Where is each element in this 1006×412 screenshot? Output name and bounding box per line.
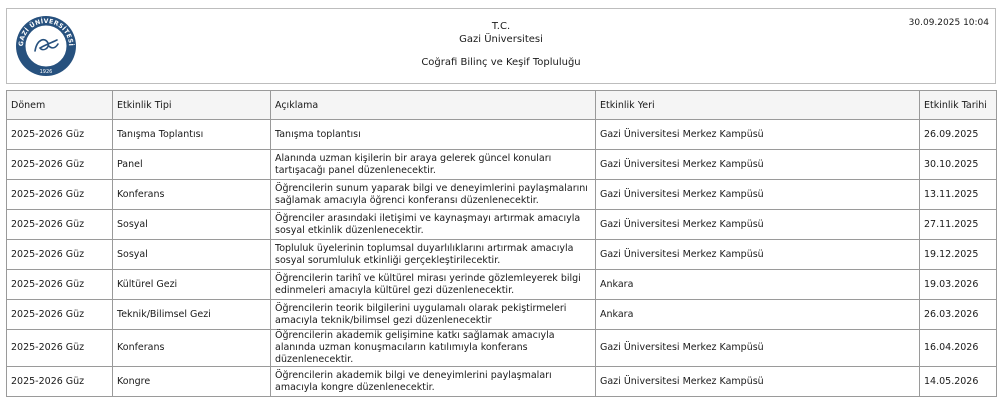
- cell-tarih: 27.11.2025: [920, 210, 997, 240]
- cell-yer: Gazi Üniversitesi Merkez Kampüsü: [596, 120, 920, 150]
- table-row: [7, 300, 997, 330]
- cell-yer: Ankara: [596, 300, 920, 330]
- cell-tarih: 19.12.2025: [920, 240, 997, 270]
- column-header-aciklama: Açıklama: [271, 91, 596, 120]
- cell-aciklama: Öğrencilerin teorik bilgilerini uygulamalı olarak pekiştirmeleri amacıyla teknik/bilimsel gezi düzenlenecektir: [271, 300, 596, 330]
- cell-tarih: 16.04.2026: [920, 330, 997, 367]
- cell-yer: Gazi Üniversitesi Merkez Kampüsü: [596, 210, 920, 240]
- cell-yer: Gazi Üniversitesi Merkez Kampüsü: [596, 150, 920, 180]
- cell-donem: 2025-2026 Güz: [7, 210, 113, 240]
- svg-text:GAZİ ÜNİVERSİTESİ: GAZİ ÜNİVERSİTESİ: [17, 17, 75, 47]
- cell-aciklama: Tanışma toplantısı: [271, 120, 596, 150]
- cell-tip: Tanışma Toplantısı: [113, 120, 271, 150]
- cell-yer: Ankara: [596, 270, 920, 300]
- cell-donem: 2025-2026 Güz: [7, 367, 113, 397]
- table-row: [7, 210, 997, 240]
- column-header-etkinlik-yeri: Etkinlik Yeri: [596, 91, 920, 120]
- cell-aciklama: Öğrencilerin akademik gelişimine katkı sağlamak amacıyla alanında uzman konuşmacıların katılımıyla konferans düzenlenecektir.: [271, 330, 596, 367]
- cell-tarih: 26.09.2025: [920, 120, 997, 150]
- cell-donem: 2025-2026 Güz: [7, 330, 113, 367]
- cell-donem: 2025-2026 Güz: [7, 180, 113, 210]
- cell-tip: Konferans: [113, 330, 271, 367]
- cell-tip: Panel: [113, 150, 271, 180]
- header-line-club: Coğrafi Bilinç ve Keşif Topluluğu: [421, 57, 581, 68]
- cell-donem: 2025-2026 Güz: [7, 150, 113, 180]
- table-row: [7, 240, 997, 270]
- cell-donem: 2025-2026 Güz: [7, 240, 113, 270]
- cell-tip: Sosyal: [113, 240, 271, 270]
- column-header-donem: Dönem: [7, 91, 113, 120]
- cell-tarih: 13.11.2025: [920, 180, 997, 210]
- report-timestamp: 30.09.2025 10:04: [908, 18, 989, 28]
- header-line-tc: T.C.: [491, 21, 511, 32]
- cell-aciklama: Öğrencilerin tarihî ve kültürel mirası yerinde gözlemleyerek bilgi edinmeleri amacıyla kültürel gezi düzenlenecektir.: [271, 270, 596, 300]
- cell-donem: 2025-2026 Güz: [7, 300, 113, 330]
- cell-aciklama: Alanında uzman kişilerin bir araya gelerek güncel konuları tartışacağı panel düzenlenecektir.: [271, 150, 596, 180]
- table-row: [7, 330, 997, 367]
- events-table: [6, 90, 997, 397]
- column-header-etkinlik-tipi: Etkinlik Tipi: [113, 91, 271, 120]
- header-titles: [7, 20, 995, 69]
- header-line-university: Gazi Üniversitesi: [459, 34, 543, 45]
- table-row: [7, 150, 997, 180]
- cell-yer: Gazi Üniversitesi Merkez Kampüsü: [596, 330, 920, 367]
- cell-aciklama: Öğrencilerin sunum yaparak bilgi ve deneyimlerini paylaşmalarını sağlamak amacıyla öğrenci konferansı düzenlenecektir.: [271, 180, 596, 210]
- cell-tip: Kongre: [113, 367, 271, 397]
- cell-aciklama: Öğrenciler arasındaki iletişimi ve kaynaşmayı artırmak amacıyla sosyal etkinlik düzenlenecektir.: [271, 210, 596, 240]
- table-row: [7, 367, 997, 397]
- cell-yer: Gazi Üniversitesi Merkez Kampüsü: [596, 180, 920, 210]
- cell-tip: Teknik/Bilimsel Gezi: [113, 300, 271, 330]
- cell-tip: Kültürel Gezi: [113, 270, 271, 300]
- cell-tarih: 30.10.2025: [920, 150, 997, 180]
- table-row: [7, 270, 997, 300]
- svg-text:1926: 1926: [39, 69, 53, 75]
- column-header-etkinlik-tarihi: Etkinlik Tarihi: [920, 91, 997, 120]
- cell-donem: 2025-2026 Güz: [7, 270, 113, 300]
- cell-tip: Sosyal: [113, 210, 271, 240]
- cell-yer: Gazi Üniversitesi Merkez Kampüsü: [596, 240, 920, 270]
- table-row: [7, 120, 997, 150]
- cell-aciklama: Öğrencilerin akademik bilgi ve deneyimlerini paylaşmaları amacıyla kongre düzenlenecektir.: [271, 367, 596, 397]
- cell-donem: 2025-2026 Güz: [7, 120, 113, 150]
- cell-aciklama: Topluluk üyelerinin toplumsal duyarlılıklarını artırmak amacıyla sosyal sorumluluk etkinliği gerçekleştirilecektir.: [271, 240, 596, 270]
- report-page: [6, 8, 996, 406]
- table-header-row: [7, 91, 997, 120]
- cell-tarih: 19.03.2026: [920, 270, 997, 300]
- cell-yer: Gazi Üniversitesi Merkez Kampüsü: [596, 367, 920, 397]
- report-header: [6, 8, 996, 84]
- table-row: [7, 180, 997, 210]
- cell-tip: Konferans: [113, 180, 271, 210]
- cell-tarih: 14.05.2026: [920, 367, 997, 397]
- cell-tarih: 26.03.2026: [920, 300, 997, 330]
